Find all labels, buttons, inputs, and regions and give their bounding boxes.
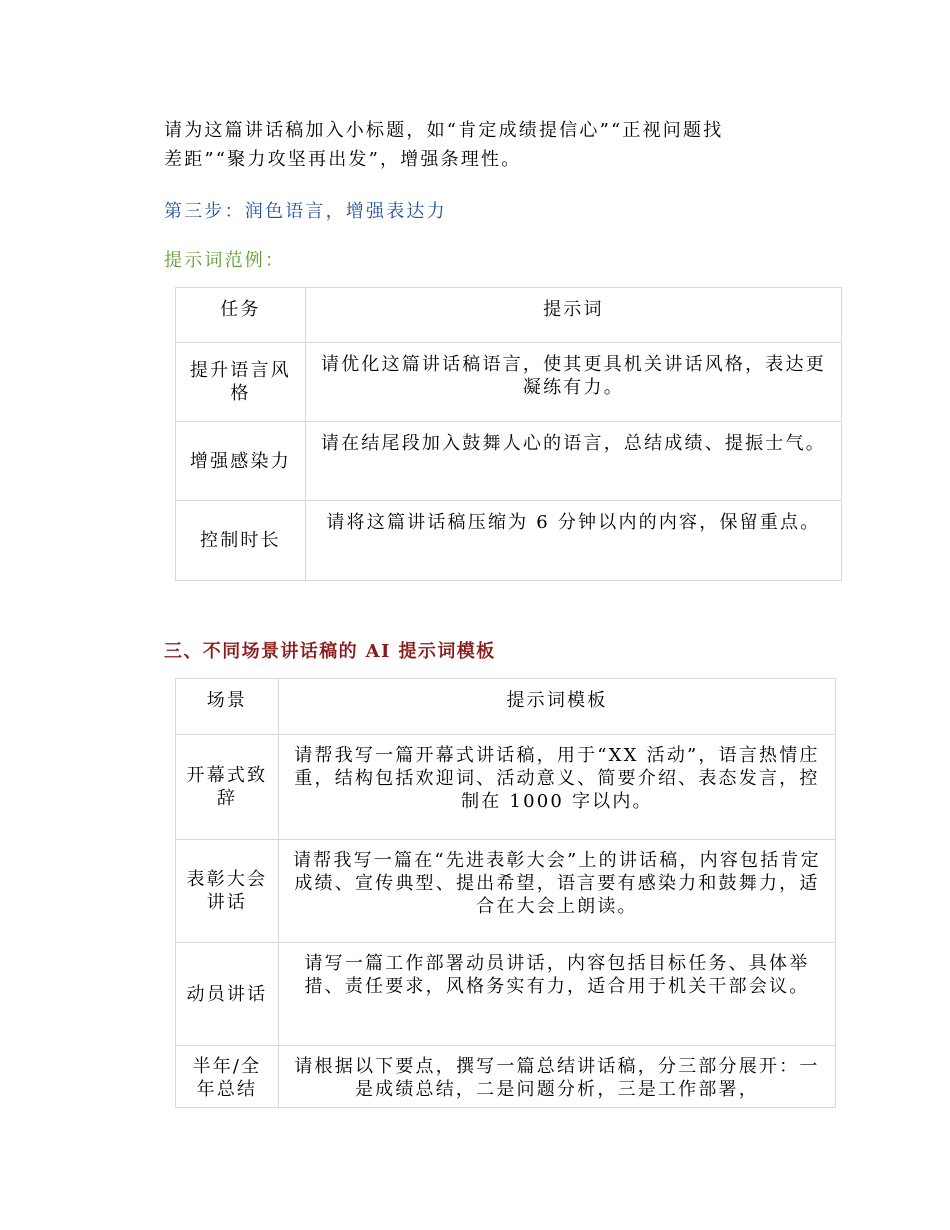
template-cell: 请帮我写一篇开幕式讲话稿，用于“XX 活动”，语言热情庄重，结构包括欢迎词、活动意义、简要介绍、表态发言，控制在 1000 字以内。 [278,735,835,840]
task-cell: 增强感染力 [176,422,306,501]
table-row [176,343,842,422]
step-three-heading: 第三步：润色语言，增强表达力 [164,201,447,222]
intro-line-1: 请为这篇讲话稿加入小标题，如“肯定成绩提信心”“正视问题找 [164,120,724,141]
table-header-row [176,679,836,735]
header-scene: 场景 [176,679,279,735]
template-cell: 请根据以下要点，撰写一篇总结讲话稿，分三部分展开：一是成绩总结，二是问题分析，三是工作部署， [278,1046,835,1108]
prompt-cell: 请优化这篇讲话稿语言，使其更具机关讲话风格，表达更凝练有力。 [305,343,841,422]
prompt-example-label: 提示词范例： [164,250,286,271]
prompt-cell: 请将这篇讲话稿压缩为 6 分钟以内的内容，保留重点。 [305,501,841,581]
table-row [176,501,842,581]
header-template: 提示词模板 [278,679,835,735]
table-row [176,735,836,840]
prompt-cell: 请在结尾段加入鼓舞人心的语言，总结成绩、提振士气。 [305,422,841,501]
template-cell: 请帮我写一篇在“先进表彰大会”上的讲话稿，内容包括肯定成绩、宣传典型、提出希望，语言要有感染力和鼓舞力，适合在大会上朗读。 [278,840,835,943]
task-cell: 提升语言风格 [176,343,306,422]
table-header-row [176,288,842,343]
template-cell: 请写一篇工作部署动员讲话，内容包括目标任务、具体举措、责任要求，风格务实有力，适合用于机关干部会议。 [278,943,835,1046]
section-three-title: 三、不同场景讲话稿的 AI 提示词模板 [164,641,496,662]
table-row [176,943,836,1046]
header-task: 任务 [176,288,306,343]
task-cell: 控制时长 [176,501,306,581]
table-row [176,840,836,943]
scene-cell: 表彰大会讲话 [176,840,279,943]
table-row [176,422,842,501]
intro-line-2: 差距”“聚力攻坚再出发”，增强条理性。 [164,149,522,170]
scene-cell: 动员讲话 [176,943,279,1046]
scene-template-table [175,678,836,1108]
header-prompt: 提示词 [305,288,841,343]
scene-cell: 半年/全年总结 [176,1046,279,1108]
intro-paragraph [164,116,804,174]
task-prompt-table [175,287,842,581]
scene-cell: 开幕式致辞 [176,735,279,840]
table-row [176,1046,836,1108]
